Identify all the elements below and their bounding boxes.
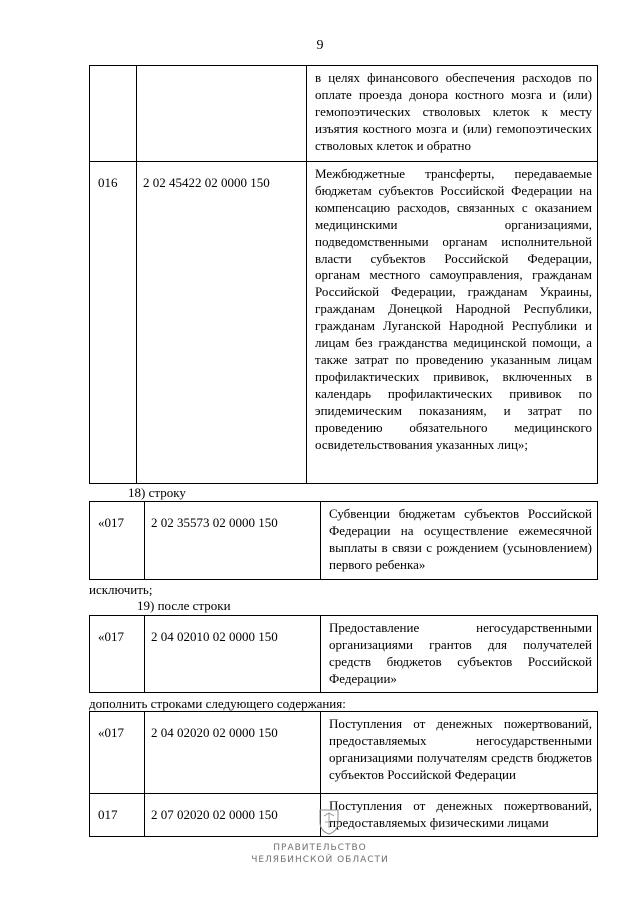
table-row [90,616,598,693]
code-cell: 016 [90,162,137,484]
table-segment-4 [89,711,598,837]
code-cell: 017 [90,794,145,837]
page-number: 9 [316,38,324,53]
kbk-cell: 2 02 45422 02 0000 150 [137,162,307,484]
description-cell: Субвенции бюджетам субъектов Российской Федерации на осуществление ежемесячной выплаты в связи с рождением (усыновлением) первого ребенка» [321,502,598,580]
kbk-cell [137,66,307,162]
kbk-cell: 2 04 02010 02 0000 150 [145,616,321,693]
table-row [90,502,598,580]
coat-of-arms-icon [318,806,340,836]
table-row [90,794,598,837]
kbk-cell: 2 07 02020 02 0000 150 [145,794,321,837]
instruction-add: дополнить строками следующего содержания: [89,696,346,711]
description-cell: Предоставление негосударственными организациями грантов для получателей средств бюджетов субъектов Российской Федерации» [321,616,598,693]
instruction-item-18: 18) строку [128,485,186,500]
code-cell: «017 [90,616,145,693]
table-segment-1 [89,65,598,484]
code-cell: «017 [90,502,145,580]
table-segment-2 [89,501,598,580]
table-segment-3 [89,615,598,693]
description-cell: в целях финансового обеспечения расходов по оплате проезда донора костного мозга и (или) гемопоэтических стволовых клеток к месту изъятия костного мозга и (или) гемопоэтических стволовых клеток и обратно [307,66,598,162]
table-row [90,712,598,794]
description-cell: Межбюджетные трансферты, передаваемые бюджетам субъектов Российской Федерации на компенсацию расходов, связанных с оказанием медицинскими организациями, подведомственными органам исполнительной власти субъектов Российской Федерации, органам местного самоуправления, гражданам Российской Федерации, гражданам Украины, гражданам Донецкой Народной Республики, гражданам Луганской Народной Республики и лицам без гражданства медицинской помощи, а также затрат по проведению указанным лицам профилактических прививок, включенных в календарь профилактических прививок по эпидемическим показаниям, и затрат по проведению обязательного медицинского освидетельствования указанных лиц»; [307,162,598,484]
table-row [90,66,598,162]
code-cell [90,66,137,162]
kbk-cell: 2 02 35573 02 0000 150 [145,502,321,580]
instruction-exclude: исключить; [89,582,153,597]
description-cell: Поступления от денежных пожертвований, предоставляемых негосударственными организациями получателям средств бюджетов субъектов Российской Федерации [321,712,598,794]
stamp-line-2: ЧЕЛЯБИНСКОЙ ОБЛАСТИ [251,855,389,865]
kbk-cell: 2 04 02020 02 0000 150 [145,712,321,794]
instruction-item-19: 19) после строки [137,598,231,613]
table-row [90,162,598,484]
stamp-line-1: ПРАВИТЕЛЬСТВО [273,843,367,853]
description-cell: Поступления от денежных пожертвований, предоставляемых физическими лицами [321,794,598,837]
code-cell: «017 [90,712,145,794]
government-stamp [0,842,640,866]
